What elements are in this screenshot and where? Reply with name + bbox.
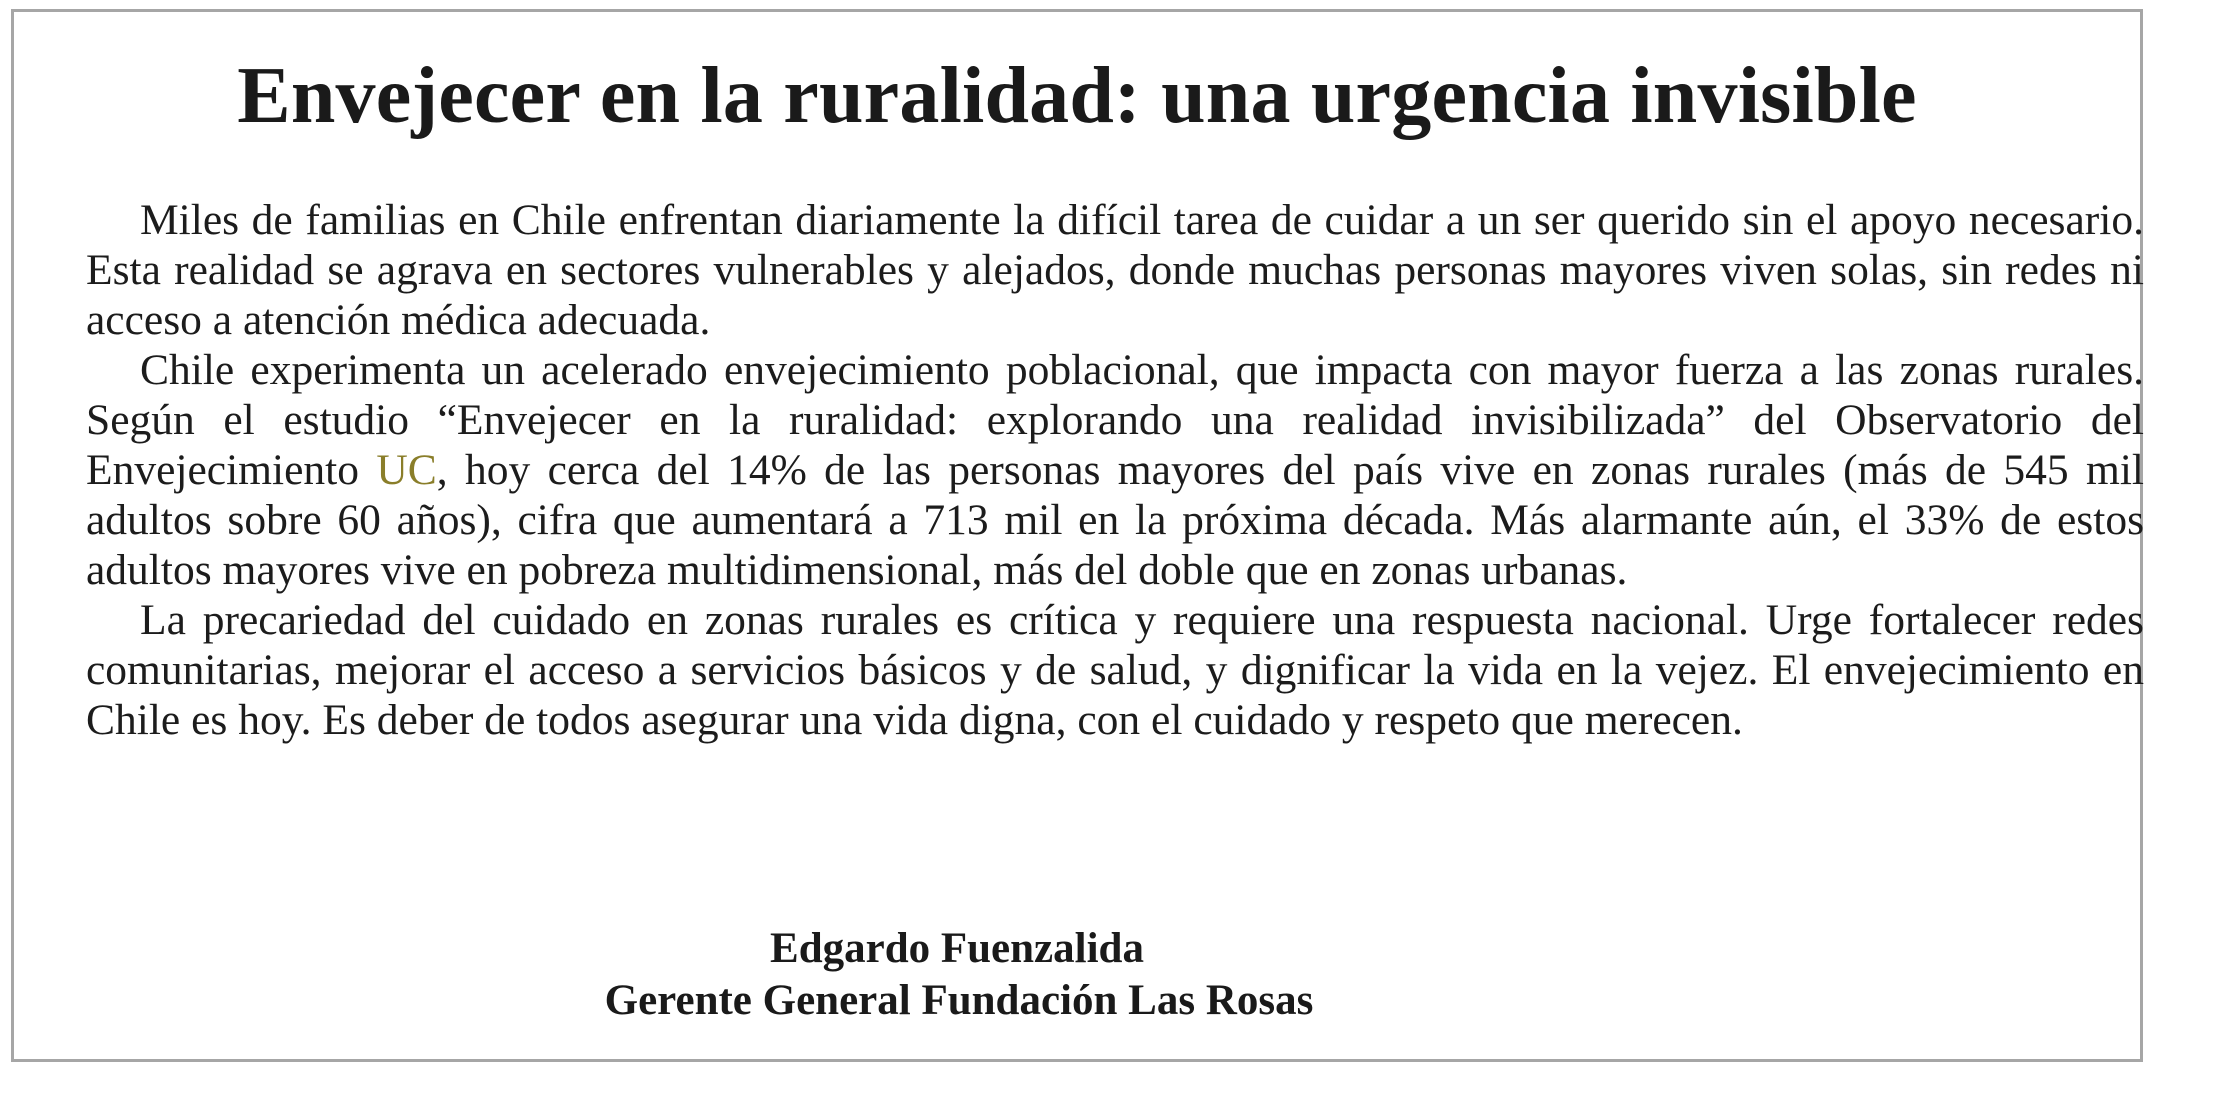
author-title: Gerente General Fundación Las Rosas <box>604 977 1314 1024</box>
author-name: Edgardo Fuenzalida <box>770 925 1144 972</box>
article-paragraph-3: La precariedad del cuidado en zonas rurales es crítica y requiere una respuesta nacional. Urge fortalecer redes comunitarias, mejorar el acceso a servicios básicos y de salud, y dignificar la vida en la vejez. El envejecimiento en Chile es hoy. Es deber de todos asegurar una vida digna, con el cuidado y respeto que merecen. <box>86 596 2144 744</box>
article-frame <box>11 9 2143 1062</box>
article-paragraph-2 <box>86 345 2144 595</box>
uc-highlight: UC <box>376 446 437 494</box>
article-body <box>86 195 2144 745</box>
article-paragraph-1: Miles de familias en Chile enfrentan diariamente la difícil tarea de cuidar a un ser querido sin el apoyo necesario. Esta realidad se agrava en sectores vulnerables y alejados, donde muchas personas mayores viven solas, sin redes ni acceso a atención médica adecuada. <box>86 196 2144 344</box>
paragraph-2-text-start: Chile experimenta un acelerado envejecimiento poblacional, que impacta con mayor fuerza a las zonas rurales. Según el estudio “Envejecer en la ruralidad: explorando una realidad invisibilizada” del Observatorio del Envejecimiento <box>86 346 2144 494</box>
article-headline: Envejecer en la ruralidad: una urgencia invisible <box>237 52 1917 140</box>
article-signature <box>14 923 2140 1027</box>
paragraph-2-text-end: , hoy cerca del 14% de las personas mayores del país vive en zonas rurales (más de 545 mil adultos sobre 60 años), cifra que aumentará a 713 mil en la próxima década. Más alarmante aún, el 33% de estos adultos mayores vive en pobreza multidimensional, más del doble que en zonas urbanas. <box>86 446 2144 594</box>
